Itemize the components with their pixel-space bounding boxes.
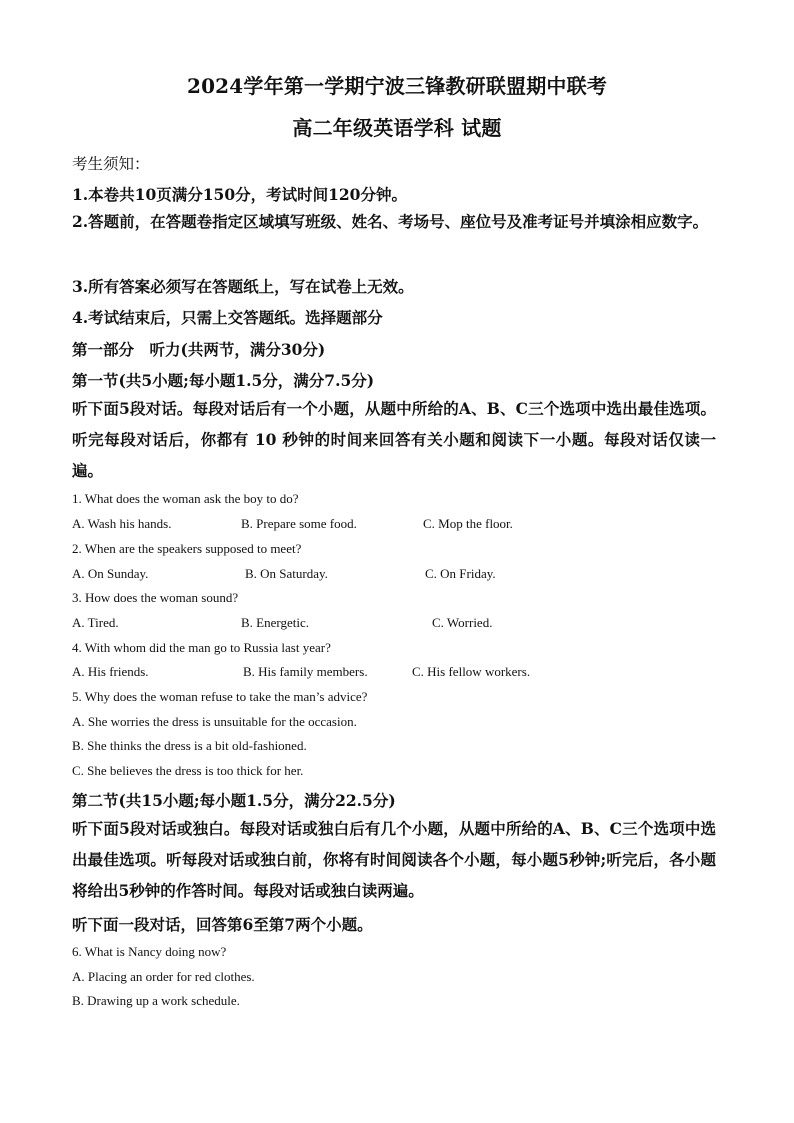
q1-option-b: B. Prepare some food. — [241, 516, 357, 531]
section1-instructions: 听下面5段对话。每段对话后有一个小题，从题中所给的A、B、C三个选项中选出最佳选项。听完每段对话后，你都有 10 秒钟的时间来回答有关小题和阅读下一小题。每段对话仅读一遍。 — [72, 399, 716, 480]
q3-option-c: C. Worried. — [432, 615, 493, 630]
notice-item-1: 1.本卷共10页满分150分，考试时间120分钟。 — [72, 185, 407, 204]
notice-item-3: 3.所有答案必须写在答题纸上，写在试卷上无效。 — [72, 277, 414, 296]
notice-item-2: 2.答题前，在答题卷指定区域填写班级、姓名、考场号、座位号及准考证号并填涂相应数字。 — [72, 212, 709, 231]
q5-option-a: A. She worries the dress is unsuitable for the occasion. — [72, 714, 357, 729]
exam-title: 2024学年第一学期宁波三锋教研联盟期中联考 — [186, 74, 608, 98]
question-2: 2. When are the speakers supposed to meet? — [72, 541, 302, 556]
q5-option-b: B. She thinks the dress is a bit old-fashioned. — [72, 738, 307, 753]
q4-option-c: C. His fellow workers. — [412, 664, 531, 679]
notice-item-4: 4.考试结束后，只需上交答题纸。选择题部分 — [72, 308, 383, 327]
q3-option-a: A. Tired. — [72, 615, 119, 630]
question-6: 6. What is Nancy doing now? — [72, 944, 227, 959]
q3-option-b: B. Energetic. — [241, 615, 309, 630]
q6-option-b: B. Drawing up a work schedule. — [72, 993, 240, 1008]
section2-sub-heading: 听下面一段对话，回答第6至第7两个小题。 — [72, 915, 373, 934]
q2-option-a: A. On Sunday. — [72, 566, 149, 581]
notice-heading: 考生须知： — [72, 155, 150, 173]
q5-option-c: C. She believes the dress is too thick for her. — [72, 763, 304, 778]
exam-subtitle: 高二年级英语学科 试题 — [292, 116, 502, 140]
question-3: 3. How does the woman sound? — [72, 590, 239, 605]
question-5: 5. Why does the woman refuse to take the man’s advice? — [72, 689, 368, 704]
question-1: 1. What does the woman ask the boy to do? — [72, 491, 299, 506]
q1-option-a: A. Wash his hands. — [72, 516, 172, 531]
section2-heading: 第二节(共15小题;每小题1.5分，满分22.5分) — [72, 791, 396, 810]
section1-heading: 第一节(共5小题;每小题1.5分，满分7.5分) — [72, 371, 375, 390]
q2-option-c: C. On Friday. — [425, 566, 496, 581]
part1-heading: 第一部分 听力(共两节，满分30分) — [72, 340, 326, 359]
q1-option-c: C. Mop the floor. — [423, 516, 513, 531]
section2-instructions: 听下面5段对话或独白。每段对话或独白后有几个小题，从题中所给的A、B、C三个选项中选出最佳选项。听每段对话或独白前，你将有时间阅读各个小题，每小题5秒钟;听完后，各小题将给出5秒钟的作答时间。每段对话或独白读两遍。 — [72, 819, 716, 900]
question-4: 4. With whom did the man go to Russia last year? — [72, 640, 331, 655]
q4-option-a: A. His friends. — [72, 664, 149, 679]
q6-option-a: A. Placing an order for red clothes. — [72, 969, 255, 984]
q4-option-b: B. His family members. — [243, 664, 368, 679]
q2-option-b: B. On Saturday. — [245, 566, 328, 581]
